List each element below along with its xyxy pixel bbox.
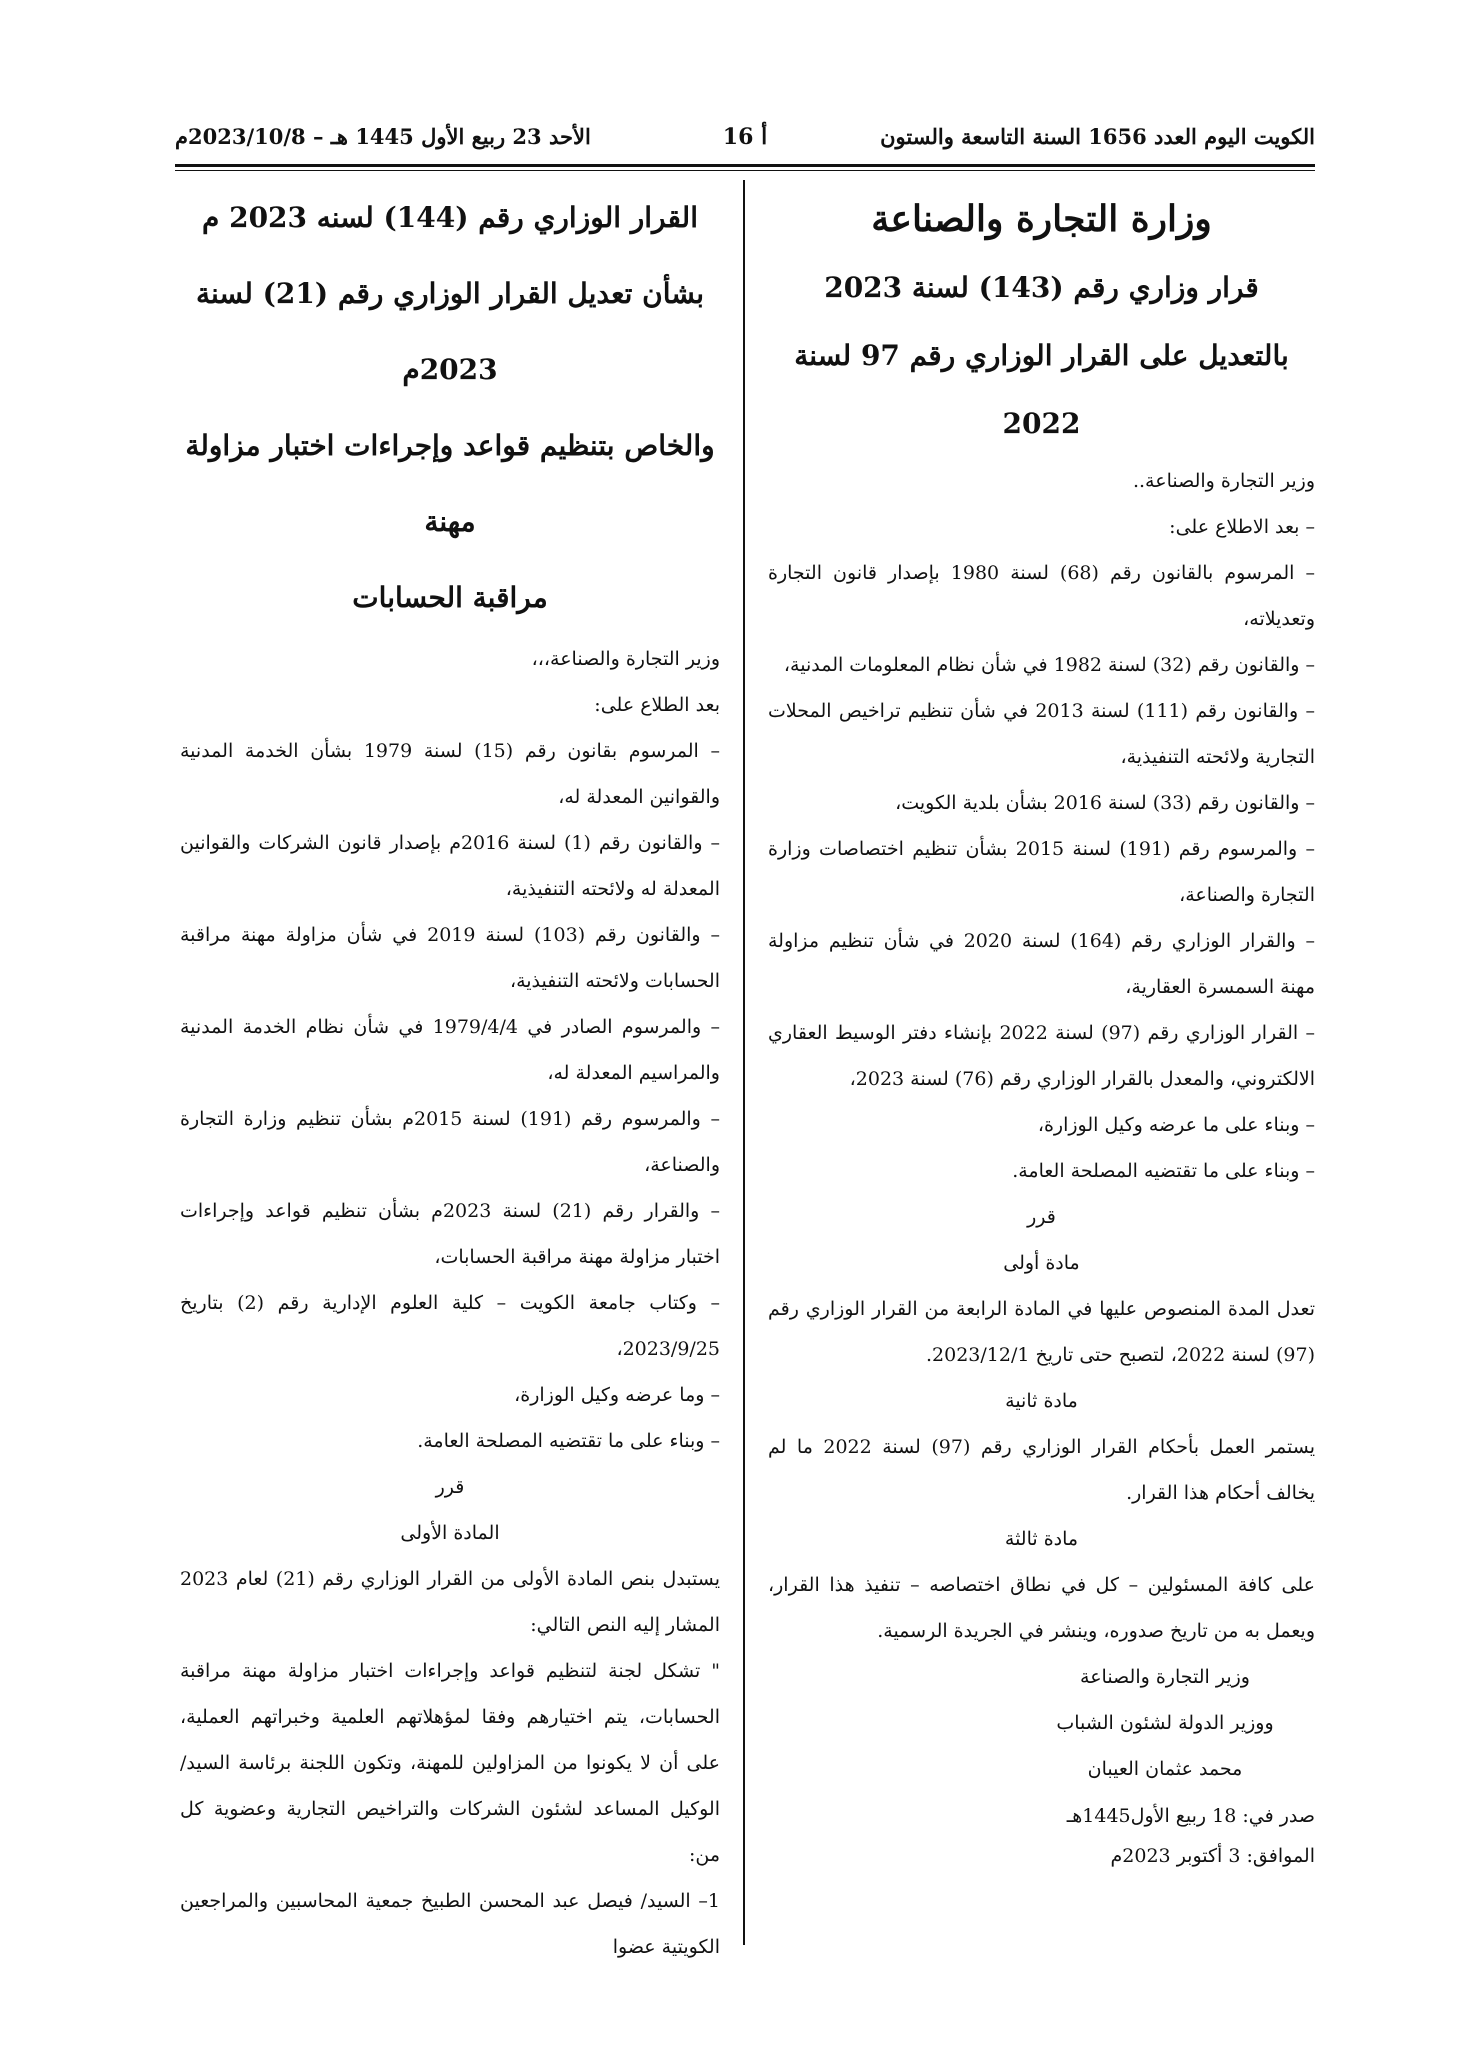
- signature-line: وزير التجارة والصناعة: [1080, 1666, 1250, 1688]
- article-title: مادة ثانية: [1005, 1390, 1078, 1412]
- decision-title-line: القرار الوزاري رقم (144) لسنه 2023 م: [202, 201, 698, 234]
- preamble-line: – والقانون رقم (1) لسنة 2016م بإصدار قانون الشركات والقوانين المعدلة له ولائحته التنفيذية،: [180, 832, 720, 900]
- article-title: المادة الأولى: [400, 1522, 500, 1544]
- header-date: الأحد 23 ربيع الأول 1445 هـ – 2023/10/8م: [175, 124, 591, 149]
- preamble-line: – والمرسوم رقم (191) لسنة 2015 بشأن تنظيم اختصاصات وزارة التجارة والصناعة،: [768, 838, 1315, 906]
- preamble-line: – المرسوم بالقانون رقم (68) لسنة 1980 بإصدار قانون التجارة وتعديلاته،: [768, 562, 1315, 630]
- decided-heading: قرر: [1027, 1206, 1056, 1228]
- article-text: يستمر العمل بأحكام القرار الوزاري رقم (97) لسنة 2022 ما لم يخالف أحكام هذا القرار.: [768, 1436, 1316, 1504]
- article-title: مادة ثالثة: [1004, 1528, 1079, 1550]
- decision-title-line: مراقبة الحسابات: [352, 581, 548, 614]
- preamble-line: – والمرسوم الصادر في 1979/4/4 في شأن نظام الخدمة المدنية والمراسيم المعدلة له،: [180, 1016, 720, 1084]
- decision-title-line: بشأن تعديل القرار الوزاري رقم (21) لسنة 2023م: [195, 277, 705, 386]
- preamble-line: – وبناء على ما تقتضيه المصلحة العامة.: [417, 1430, 720, 1452]
- preamble-line: وزير التجارة والصناعة..: [1132, 470, 1315, 492]
- header-issue-info: الكويت اليوم العدد 1656 السنة التاسعة والستون: [880, 124, 1315, 149]
- left-column: [180, 180, 720, 1970]
- decision-title: قرار وزاري رقم (143) لسنة 2023: [824, 271, 1259, 304]
- decision-subject: بالتعديل على القرار الوزاري رقم 97 لسنة 2022: [794, 339, 1289, 440]
- header-rule-thick: [175, 164, 1315, 167]
- preamble-line: – وبناء على ما تقتضيه المصلحة العامة.: [1012, 1160, 1315, 1182]
- preamble-line: – والقانون رقم (103) لسنة 2019 في شأن مزاولة مهنة مراقبة الحسابات ولائحته التنفيذية،: [180, 924, 720, 992]
- page-header: [175, 118, 1315, 158]
- right-column: [768, 180, 1315, 1876]
- signature-line: ووزير الدولة لشئون الشباب: [1056, 1712, 1274, 1734]
- signature-block: [1035, 1654, 1295, 1792]
- issue-date: صدر في: 18 ربيع الأول1445هـ: [1066, 1805, 1315, 1827]
- article-title: مادة أولى: [1003, 1252, 1080, 1274]
- signature-name: محمد عثمان العيبان: [1087, 1758, 1243, 1780]
- quoted-text: " تشكل لجنة لتنظيم قواعد وإجراءات اختبار مزاولة مهنة مراقبة الحسابات، يتم اختيارهم وفقا لمؤهلاتهم العلمية وخبراتهم العملية، على أن لا يكونوا من المزاولين للمهنة، وتكون اللجنة برئاسة السيد/ الوكيل المساعد لشئون الشركات والتراخيص التجارية وعضوية كل من:: [180, 1660, 720, 1866]
- preamble-line: – القرار الوزاري رقم (97) لسنة 2022 بإنشاء دفتر الوسيط العقاري الالكتروني، والمعدل بالقرار الوزاري رقم (76) لسنة 2023،: [768, 1022, 1315, 1090]
- preamble-line: – المرسوم بقانون رقم (15) لسنة 1979 بشأن الخدمة المدنية والقوانين المعدلة له،: [180, 740, 720, 808]
- preamble-line: – والقانون رقم (111) لسنة 2013 في شأن تنظيم تراخيص المحلات التجارية ولائحته التنفيذية،: [768, 700, 1315, 768]
- preamble-line: وزير التجارة والصناعة،،،: [531, 648, 720, 670]
- preamble-line: – والقانون رقم (32) لسنة 1982 في شأن نظام المعلومات المدنية،: [783, 654, 1315, 676]
- preamble-line: – والقانون رقم (33) لسنة 2016 بشأن بلدية الكويت،: [895, 792, 1315, 814]
- preamble-line: – وكتاب جامعة الكويت – كلية العلوم الإدارية رقم (2) بتاريخ 2023/9/25،: [180, 1292, 720, 1360]
- decision-title-line: والخاص بتنظيم قواعد وإجراءات اختبار مزاولة مهنة: [185, 429, 715, 538]
- preamble-line: – والقرار رقم (21) لسنة 2023م بشأن تنظيم قواعد وإجراءات اختبار مزاولة مهنة مراقبة الحسابات،: [180, 1200, 720, 1268]
- article-text: يستبدل بنص المادة الأولى من القرار الوزاري رقم (21) لعام 2023 المشار إليه النص التالي:: [180, 1568, 720, 1636]
- header-page-number: أ 16: [722, 124, 768, 150]
- preamble-line: – والمرسوم رقم (191) لسنة 2015م بشأن تنظيم وزارة التجارة والصناعة،: [180, 1108, 720, 1176]
- decided-heading: قرر: [435, 1476, 465, 1498]
- column-divider: [743, 180, 745, 1945]
- preamble-line: – وما عرضه وكيل الوزارة،: [514, 1384, 720, 1406]
- ministry-title: وزارة التجارة والصناعة: [871, 198, 1212, 240]
- article-text: تعدل المدة المنصوص عليها في المادة الرابعة من القرار الوزاري رقم (97) لسنة 2022، لتصبح حتى تاريخ 2023/12/1.: [768, 1298, 1315, 1366]
- preamble-line: بعد الطلاع على:: [594, 694, 720, 716]
- header-rule-thin: [175, 170, 1315, 171]
- article-text: على كافة المسئولين – كل في نطاق اختصاصه – تنفيذ هذا القرار، ويعمل به من تاريخ صدوره، وينشر في الجريدة الرسمية.: [768, 1574, 1315, 1642]
- preamble-line: – والقرار الوزاري رقم (164) لسنة 2020 في شأن تنظيم مزاولة مهنة السمسرة العقارية،: [768, 930, 1315, 998]
- preamble-line: – وبناء على ما عرضه وكيل الوزارة،: [1037, 1114, 1315, 1136]
- committee-member: 1– السيد/ فيصل عبد المحسن الطبيخ جمعية المحاسبين والمراجعين الكويتية عضوا: [180, 1890, 720, 1958]
- corresponding-date: الموافق: 3 أكتوبر 2023م: [1110, 1845, 1315, 1867]
- preamble-line: – بعد الاطلاع على:: [1169, 516, 1315, 538]
